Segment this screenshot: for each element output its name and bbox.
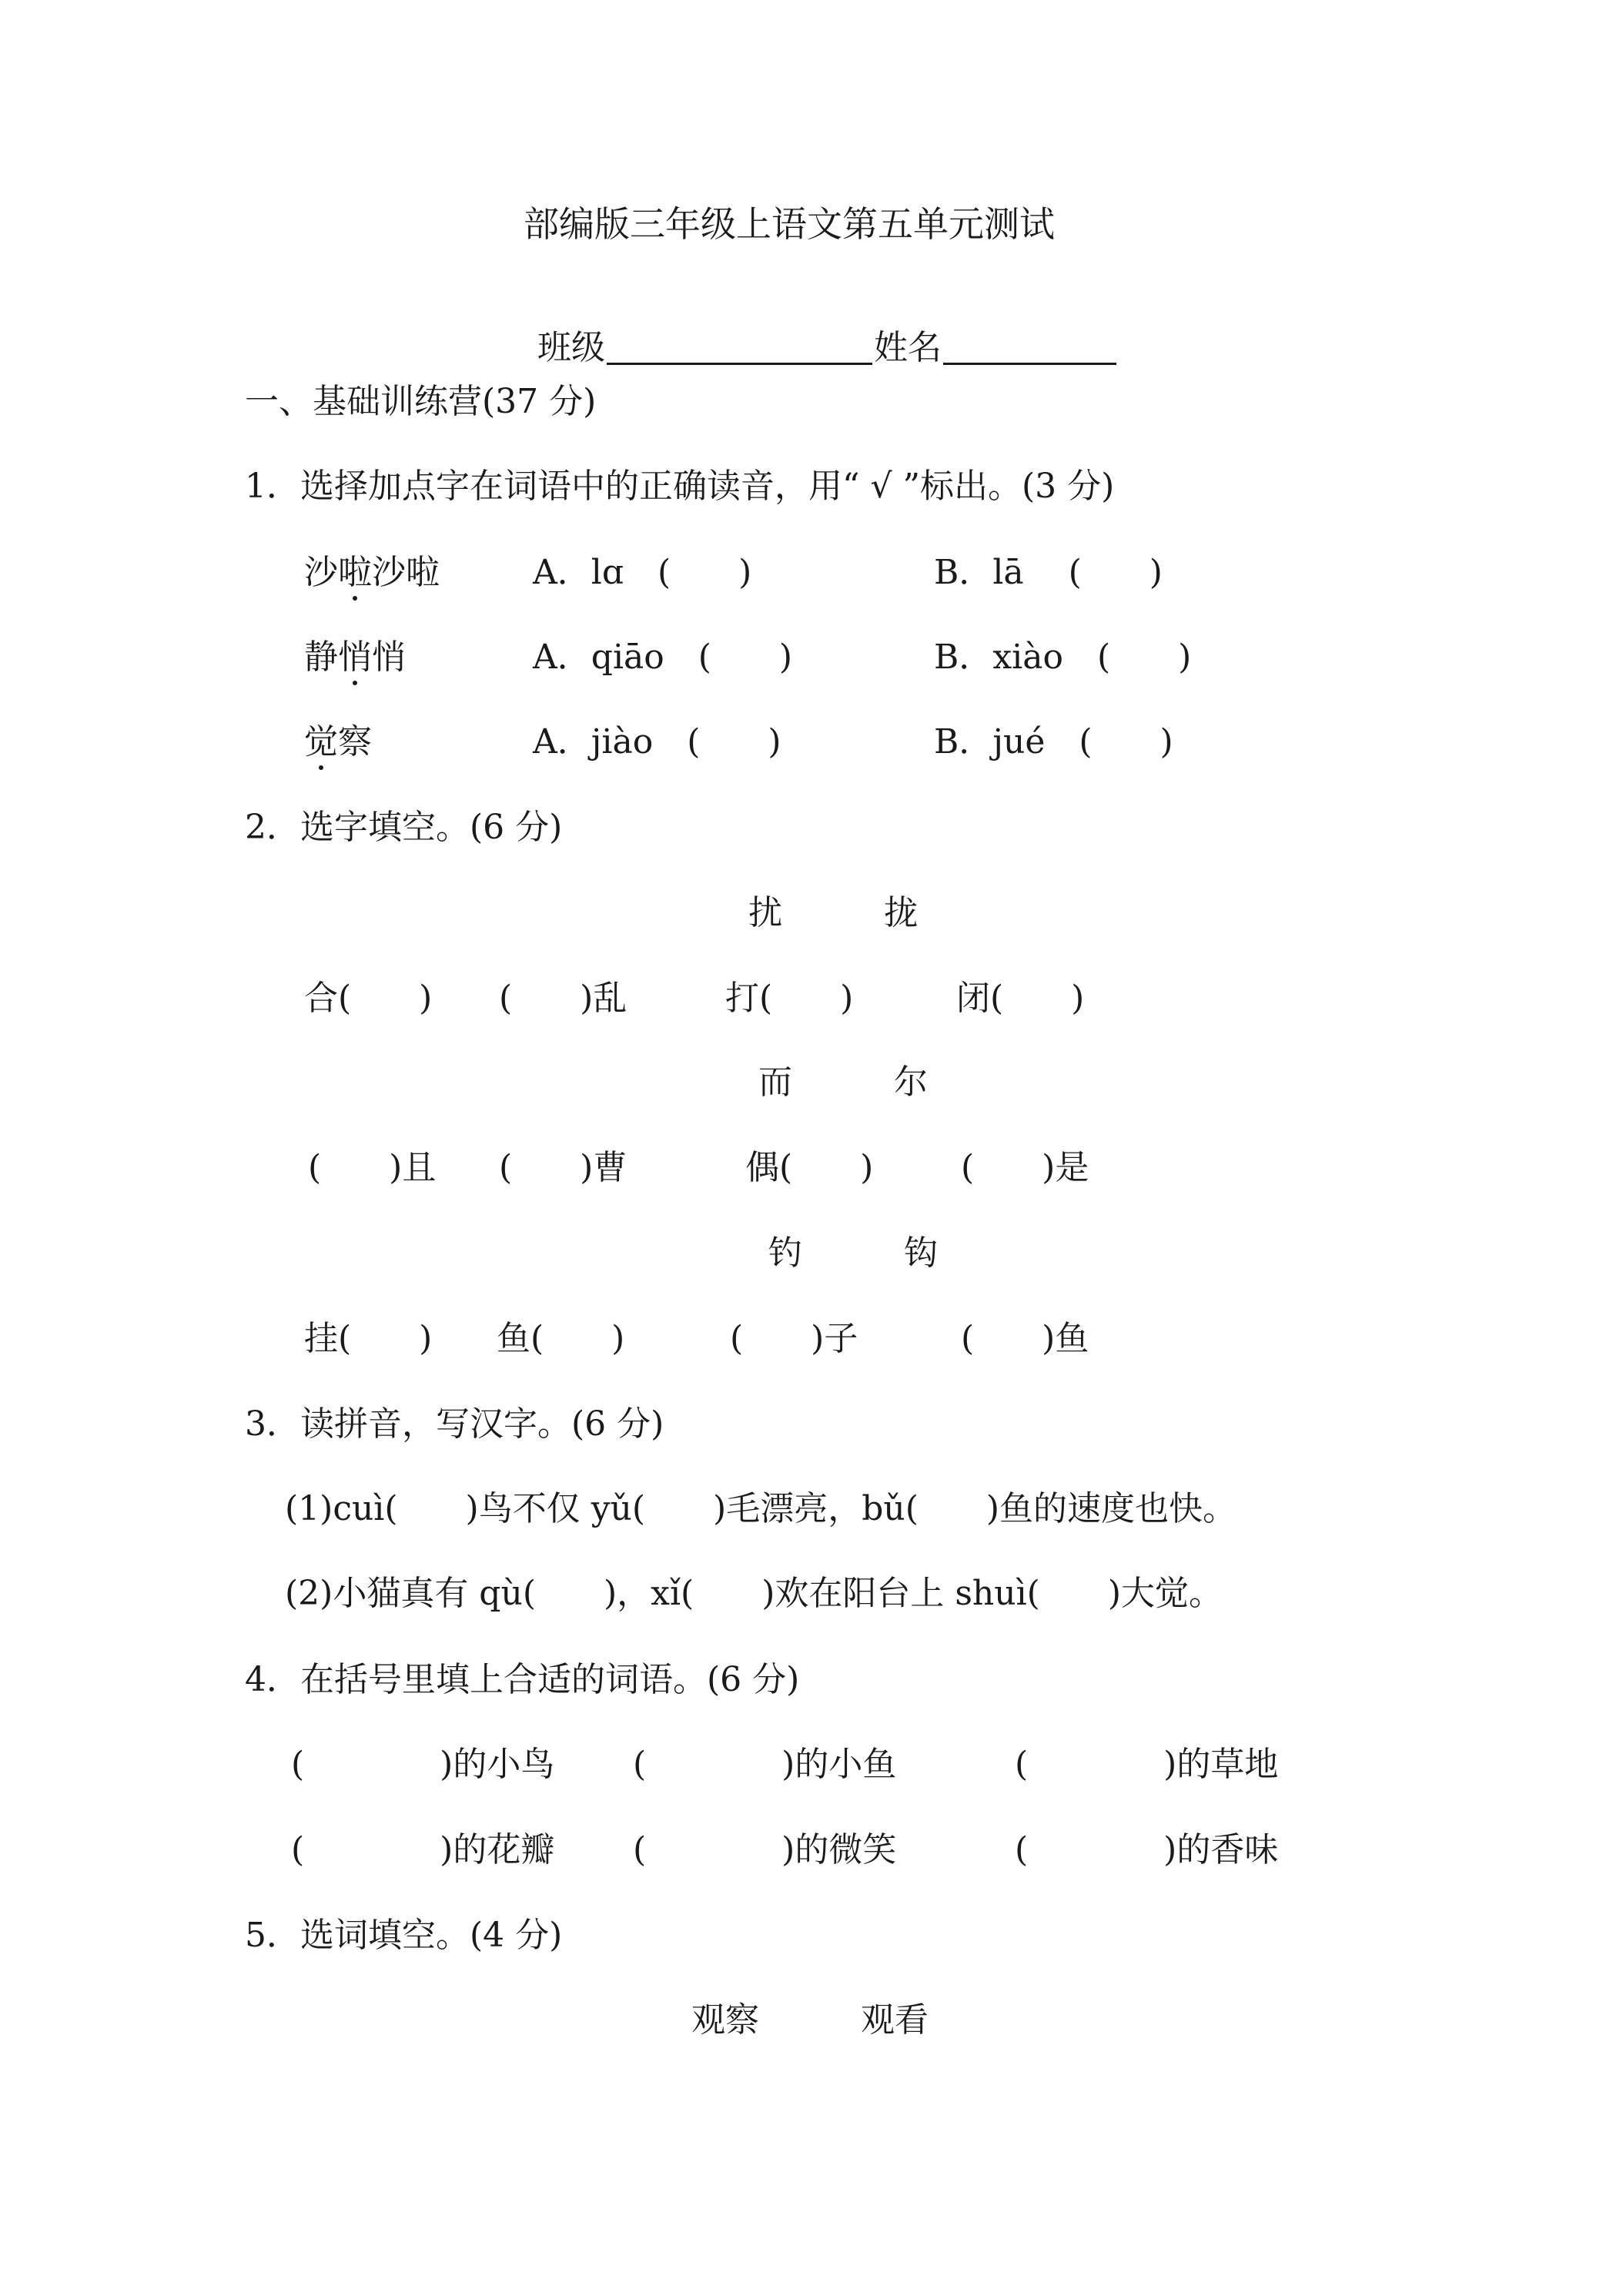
q1-dotted-char-3: 觉 xyxy=(304,722,338,761)
q1-word-3: 觉察 xyxy=(304,722,372,761)
q2-item[interactable]: 合( ) xyxy=(304,979,433,1018)
q1-option-a-2[interactable]: A．qiāo ( ) xyxy=(533,638,793,677)
q2-prompt: 2．选字填空。(6 分) xyxy=(245,808,563,847)
q2-choices-1: 扰 拢 xyxy=(748,893,918,932)
q2-item[interactable]: ( )乱 xyxy=(499,979,627,1018)
q2-item[interactable]: ( )曹 xyxy=(499,1148,627,1187)
q1-dotted-char-1: 啦 xyxy=(338,553,372,592)
q1-prompt: 1．选择加点字在词语中的正确读音，用“ √ ”标出。(3 分) xyxy=(245,467,1115,506)
student-info xyxy=(516,297,1118,365)
q2-item[interactable]: ( )子 xyxy=(730,1319,858,1358)
q4-prompt: 4．在括号里填上合适的词语。(6 分) xyxy=(245,1660,800,1699)
q2-item[interactable]: 闭( ) xyxy=(956,979,1085,1018)
q1-option-b-3[interactable]: B．jué ( ) xyxy=(934,722,1173,761)
q2-item[interactable]: 打( ) xyxy=(725,979,854,1018)
q2-choices-3: 钓 钩 xyxy=(768,1233,938,1273)
class-blank[interactable] xyxy=(607,332,872,365)
q1-option-a-3[interactable]: A．jiào ( ) xyxy=(533,722,781,761)
q3-line-2[interactable]: (2)小猫真有 qù( )，xǐ( )欢在阳台上 shuì( )大觉。 xyxy=(285,1574,1223,1613)
q4-item[interactable]: ( )的小鸟 xyxy=(291,1745,555,1784)
q2-item[interactable]: 鱼( ) xyxy=(497,1319,625,1358)
q4-item[interactable]: ( )的小鱼 xyxy=(633,1745,897,1784)
q3-line-1[interactable]: (1)cuì( )鸟不仅 yǔ( )毛漂亮，bǔ( )鱼的速度也快。 xyxy=(285,1489,1237,1528)
q2-item[interactable]: ( )是 xyxy=(961,1148,1089,1187)
q1-option-b-2[interactable]: B．xiào ( ) xyxy=(934,638,1192,677)
q4-item[interactable]: ( )的草地 xyxy=(1015,1745,1279,1784)
page-title: 部编版三年级上语文第五单元测试 xyxy=(524,203,1055,245)
q2-item[interactable]: 偶( ) xyxy=(745,1148,874,1187)
q2-item[interactable]: 挂( ) xyxy=(304,1319,433,1358)
section1-heading: 一、基础训练营(37 分) xyxy=(245,382,597,421)
q5-prompt: 5．选词填空。(4 分) xyxy=(245,1916,563,1955)
q2-item[interactable]: ( )且 xyxy=(308,1148,437,1187)
name-label: 姓名 xyxy=(873,328,942,367)
q1-option-b-1[interactable]: B．lā ( ) xyxy=(934,553,1163,592)
name-blank[interactable] xyxy=(943,332,1116,365)
class-label: 班级 xyxy=(537,328,605,367)
q4-item[interactable]: ( )的微笑 xyxy=(633,1830,897,1869)
q3-prompt: 3．读拼音，写汉字。(6 分) xyxy=(245,1404,664,1444)
q1-option-a-1[interactable]: A．lɑ ( ) xyxy=(533,553,752,592)
q4-item[interactable]: ( )的香味 xyxy=(1015,1830,1279,1869)
q2-item[interactable]: ( )鱼 xyxy=(961,1319,1089,1358)
q1-dotted-char-2: 悄 xyxy=(338,638,372,677)
q2-choices-2: 而 尔 xyxy=(758,1063,928,1102)
q4-item[interactable]: ( )的花瓣 xyxy=(291,1830,555,1869)
q5-choices: 观察 观看 xyxy=(691,2000,929,2040)
q1-word-1: 沙啦沙啦 xyxy=(304,553,440,592)
q1-word-2: 静悄悄 xyxy=(304,638,406,677)
